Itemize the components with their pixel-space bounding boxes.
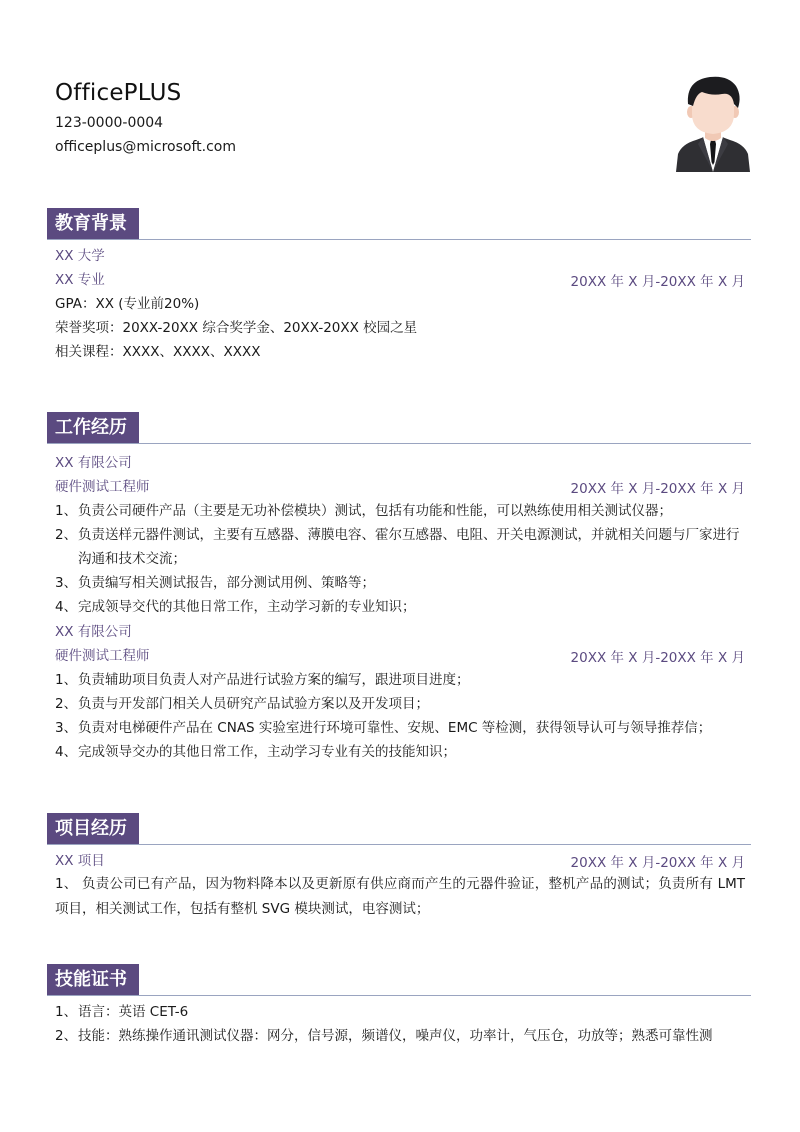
project-date: 20XX 年 X 月-20XX 年 X 月 (570, 855, 745, 871)
phone-number: 123-0000-0004 (55, 115, 164, 131)
section-title: 项目经历 (47, 813, 139, 844)
list-item: 4、 完成领导交办的其他日常工作，主动学习专业有关的技能知识； (55, 744, 456, 760)
avatar (676, 74, 750, 172)
company-name: XX 有限公司 (55, 455, 132, 471)
job-role: 硬件测试工程师 (55, 648, 150, 664)
work-section-header (47, 412, 751, 446)
list-item: 2、 负责与开发部门相关人员研究产品试验方案以及开发项目； (55, 696, 429, 712)
candidate-name: OfficePLUS (55, 80, 182, 106)
project-section-header (47, 813, 751, 847)
project-description: 1、 负责公司已有产品，因为物料降本以及更新原有供应商而产生的元器件验证，整机产品的测试；负责所有 LMT 项目，相关测试工作，包括有整机 SVG 模块测试，电容测试； (55, 876, 745, 917)
section-title: 工作经历 (47, 412, 139, 443)
list-item: 2、 技能：熟练操作通讯测试仪器：网分，信号源，频谱仪，噪声仪，功率计，气压仓，功放等；熟悉可靠性测 (55, 1028, 713, 1044)
gpa: GPA：XX (专业前20%) (55, 296, 200, 312)
list-item: 1、 负责辅助项目负责人对产品进行试验方案的编写，跟进项目进度； (55, 672, 470, 688)
job-role: 硬件测试工程师 (55, 479, 150, 495)
list-item: 2、 负责送样元器件测试，主要有互感器、薄膜电容、霍尔互感器、电阻、开关电源测试，并就相关问题与厂家进行沟通和技术交流； (55, 527, 740, 567)
section-title: 教育背景 (47, 208, 139, 239)
job-date: 20XX 年 X 月-20XX 年 X 月 (570, 650, 745, 666)
company-name: XX 有限公司 (55, 624, 132, 640)
section-title: 技能证书 (47, 964, 139, 995)
email-address: officeplus@microsoft.com (55, 139, 236, 155)
courses: 相关课程：XXXX、XXXX、XXXX (55, 344, 261, 360)
section-rule (47, 844, 751, 845)
awards: 荣誉奖项：20XX-20XX 综合奖学金、20XX-20XX 校园之星 (55, 320, 418, 336)
list-item: 4、 完成领导交代的其他日常工作，主动学习新的专业知识； (55, 599, 416, 615)
list-item: 3、 负责编写相关测试报告，部分测试用例、策略等； (55, 575, 375, 591)
project-name: XX 项目 (55, 853, 105, 869)
list-item: 1、 负责公司硬件产品（主要是无功补偿模块）测试，包括有功能和性能，可以熟练使用相关测试仪器； (55, 503, 672, 519)
section-rule (47, 239, 751, 240)
section-rule (47, 995, 751, 996)
section-rule (47, 443, 751, 444)
education-section-header (47, 208, 751, 242)
school-name: XX 大学 (55, 248, 105, 264)
list-item: 3、 负责对电梯硬件产品在 CNAS 实验室进行环境可靠性、安规、EMC 等检测，获得领导认可与领导推荐信； (55, 720, 712, 736)
major-name: XX 专业 (55, 272, 105, 288)
list-item: 1、 语言：英语 CET-6 (55, 1004, 189, 1020)
job-date: 20XX 年 X 月-20XX 年 X 月 (570, 481, 745, 497)
education-date: 20XX 年 X 月-20XX 年 X 月 (570, 274, 745, 290)
skills-section-header (47, 964, 751, 998)
